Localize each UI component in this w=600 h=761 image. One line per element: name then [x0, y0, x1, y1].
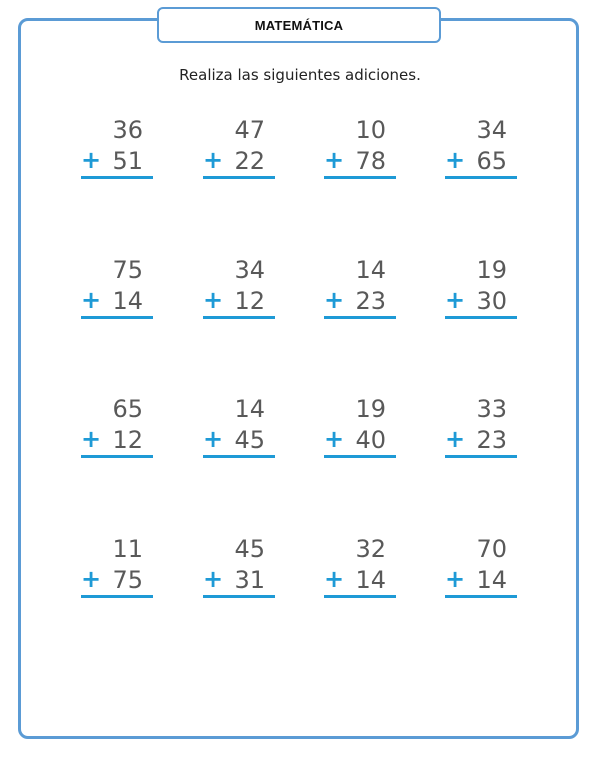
answer-line [81, 455, 153, 458]
plus-sign: + [324, 565, 345, 593]
bottom-addend: 23 [476, 426, 507, 454]
plus-sign: + [203, 425, 224, 453]
top-addend: 65 [112, 395, 143, 423]
answer-line [324, 455, 396, 458]
bottom-addend: 65 [476, 147, 507, 175]
bottom-addend: 31 [234, 566, 265, 594]
addition-problem [324, 116, 396, 186]
top-addend: 10 [355, 116, 386, 144]
addition-problem [81, 535, 153, 605]
addition-problem [203, 535, 275, 605]
bottom-addend: 14 [355, 566, 386, 594]
bottom-addend: 51 [112, 147, 143, 175]
plus-sign: + [445, 146, 466, 174]
addition-problem [445, 256, 517, 326]
addition-problem [445, 116, 517, 186]
answer-line [81, 595, 153, 598]
plus-sign: + [445, 425, 466, 453]
top-addend: 36 [112, 116, 143, 144]
addition-problem [203, 116, 275, 186]
plus-sign: + [81, 565, 102, 593]
plus-sign: + [324, 286, 345, 314]
top-addend: 34 [476, 116, 507, 144]
bottom-addend: 40 [355, 426, 386, 454]
answer-line [445, 455, 517, 458]
bottom-addend: 78 [355, 147, 386, 175]
plus-sign: + [81, 146, 102, 174]
plus-sign: + [445, 286, 466, 314]
answer-line [445, 316, 517, 319]
bottom-addend: 12 [112, 426, 143, 454]
instructions-text: Realiza las siguientes adiciones. [179, 66, 421, 84]
bottom-addend: 45 [234, 426, 265, 454]
top-addend: 19 [476, 256, 507, 284]
answer-line [203, 595, 275, 598]
addition-problem [445, 535, 517, 605]
bottom-addend: 23 [355, 287, 386, 315]
plus-sign: + [203, 146, 224, 174]
top-addend: 34 [234, 256, 265, 284]
answer-line [203, 176, 275, 179]
answer-line [445, 176, 517, 179]
addition-problem [203, 256, 275, 326]
top-addend: 11 [112, 535, 143, 563]
top-addend: 32 [355, 535, 386, 563]
top-addend: 14 [234, 395, 265, 423]
plus-sign: + [445, 565, 466, 593]
addition-problem [81, 256, 153, 326]
plus-sign: + [81, 425, 102, 453]
addition-problem [324, 256, 396, 326]
addition-problem [324, 395, 396, 465]
top-addend: 45 [234, 535, 265, 563]
plus-sign: + [203, 565, 224, 593]
answer-line [81, 316, 153, 319]
bottom-addend: 22 [234, 147, 265, 175]
addition-problem [203, 395, 275, 465]
top-addend: 14 [355, 256, 386, 284]
top-addend: 75 [112, 256, 143, 284]
bottom-addend: 12 [234, 287, 265, 315]
plus-sign: + [203, 286, 224, 314]
plus-sign: + [324, 146, 345, 174]
addition-problem [81, 395, 153, 465]
top-addend: 70 [476, 535, 507, 563]
answer-line [203, 455, 275, 458]
top-addend: 47 [234, 116, 265, 144]
plus-sign: + [81, 286, 102, 314]
bottom-addend: 14 [476, 566, 507, 594]
top-addend: 33 [476, 395, 507, 423]
bottom-addend: 14 [112, 287, 143, 315]
addition-problem [445, 395, 517, 465]
answer-line [324, 316, 396, 319]
top-addend: 19 [355, 395, 386, 423]
answer-line [324, 176, 396, 179]
worksheet-title: MATEMÁTICA [254, 17, 344, 33]
addition-problem [324, 535, 396, 605]
answer-line [203, 316, 275, 319]
bottom-addend: 75 [112, 566, 143, 594]
plus-sign: + [324, 425, 345, 453]
answer-line [324, 595, 396, 598]
answer-line [81, 176, 153, 179]
addition-problem [81, 116, 153, 186]
answer-line [445, 595, 517, 598]
bottom-addend: 30 [476, 287, 507, 315]
